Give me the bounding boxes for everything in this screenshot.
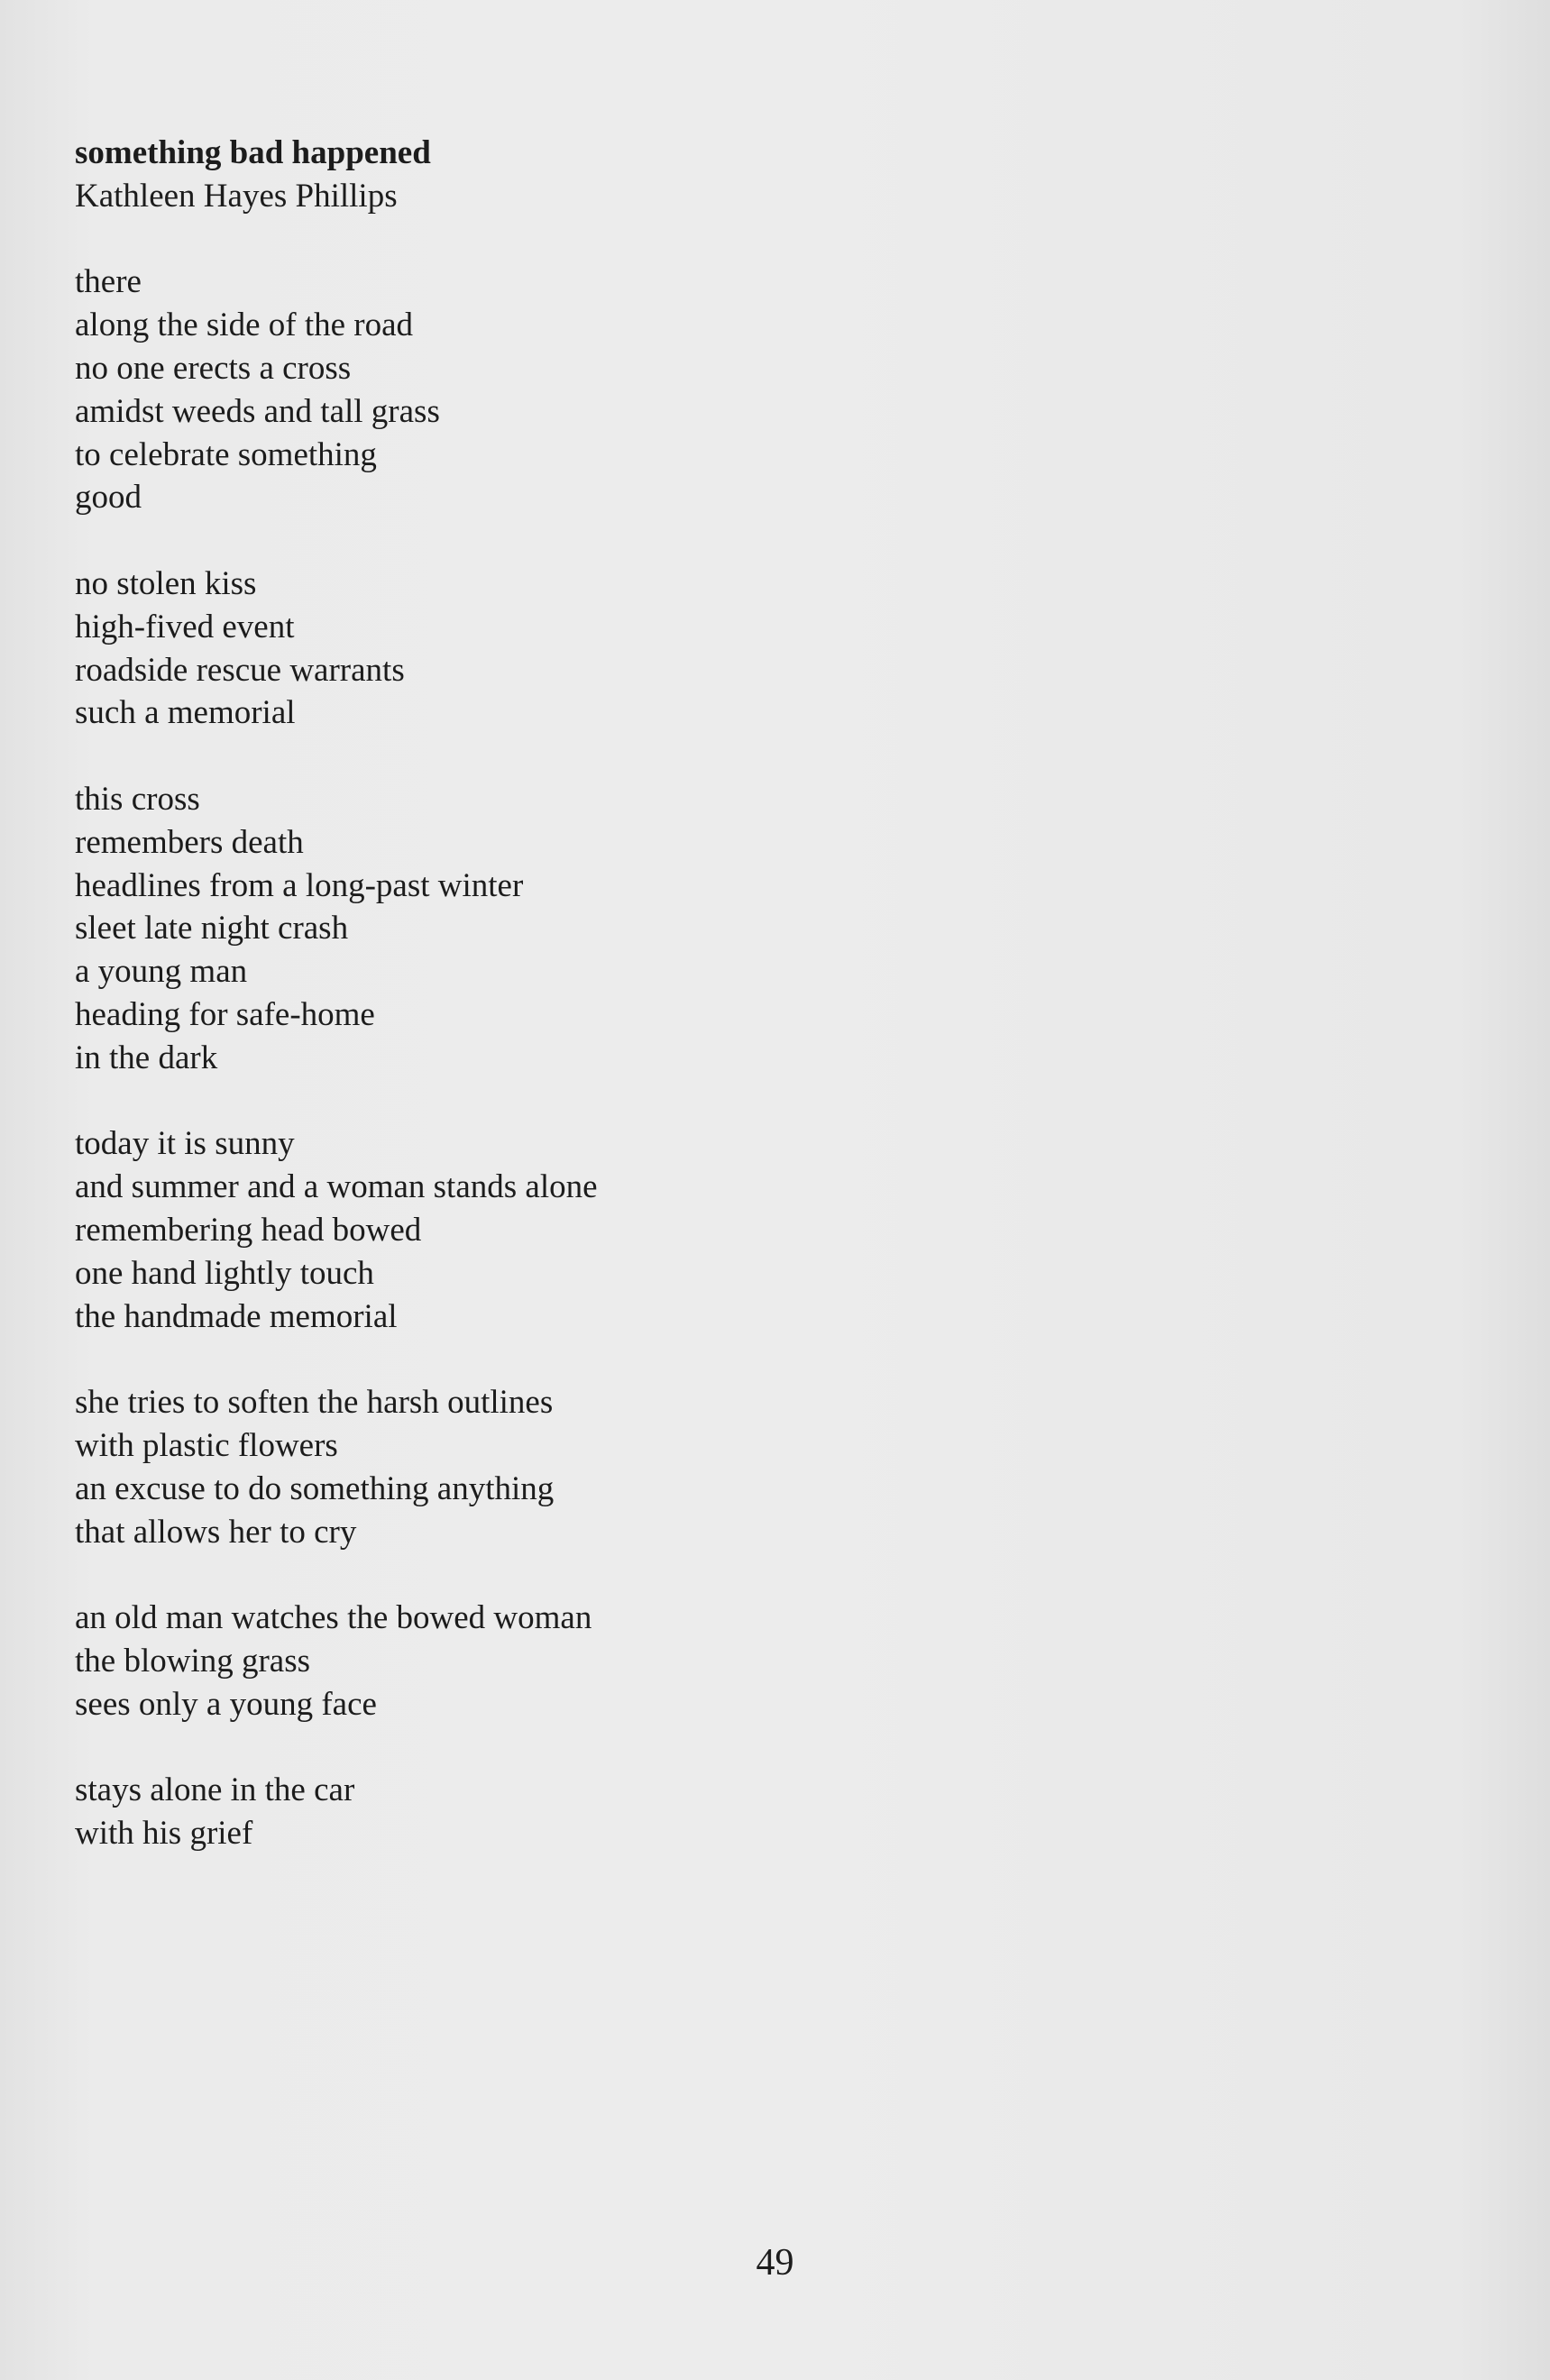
stanza-5: [75, 1381, 886, 1553]
poem-line: roadside rescue warrants: [75, 651, 405, 689]
stanza-6: [75, 1597, 886, 1726]
poem-line: along the side of the road: [75, 307, 414, 344]
page-number: 49: [756, 2242, 794, 2284]
poem-line: she tries to soften the harsh outlines: [75, 1384, 554, 1422]
poem-line: with his grief: [75, 1815, 253, 1853]
poem-line: a young man: [75, 953, 248, 991]
poem-line: no stolen kiss: [75, 564, 257, 602]
poem-line: remembers death: [75, 823, 304, 861]
poem-line: and summer and a woman stands alone: [75, 1168, 598, 1206]
poem-line: heading for safe-home: [75, 995, 375, 1033]
poem-line: to celebrate something: [75, 435, 377, 473]
poem-line: remembering head bowed: [75, 1211, 422, 1249]
poem-line: headlines from a long-past winter: [75, 866, 524, 904]
poem-line: sees only a young face: [75, 1685, 377, 1723]
poem-line: high-fived event: [75, 608, 295, 645]
stanza-1: [75, 261, 886, 519]
poem-line: good: [75, 479, 142, 517]
poem-line: in the dark: [75, 1039, 218, 1076]
stanza-3: [75, 778, 886, 1080]
poem-line: stays alone in the car: [75, 1771, 355, 1809]
poem-line: such a memorial: [75, 694, 296, 732]
poem-line: that allows her to cry: [75, 1513, 357, 1551]
poem-line: sleet late night crash: [75, 910, 349, 947]
poem-line: amidst weeds and tall grass: [75, 392, 440, 430]
poem-line: one hand lightly touch: [75, 1254, 374, 1292]
stanza-4: [75, 1122, 886, 1338]
poem-line: there: [75, 263, 142, 301]
poem-line: an old man watches the bowed woman: [75, 1599, 592, 1637]
poem-line: this cross: [75, 780, 200, 818]
poem-line: the blowing grass: [75, 1642, 311, 1680]
poem-line: today it is sunny: [75, 1125, 295, 1163]
poem-line: no one erects a cross: [75, 349, 352, 387]
poem-line: the handmade memorial: [75, 1297, 398, 1335]
poem-title: something bad happened: [75, 134, 431, 171]
poem-line: an excuse to do something anything: [75, 1469, 555, 1507]
poem-author: Kathleen Hayes Phillips: [75, 177, 398, 215]
spacer: [75, 218, 886, 261]
poem: [75, 132, 886, 1899]
stanza-2: [75, 563, 886, 735]
stanza-7: [75, 1769, 886, 1855]
poem-line: with plastic flowers: [75, 1426, 338, 1464]
